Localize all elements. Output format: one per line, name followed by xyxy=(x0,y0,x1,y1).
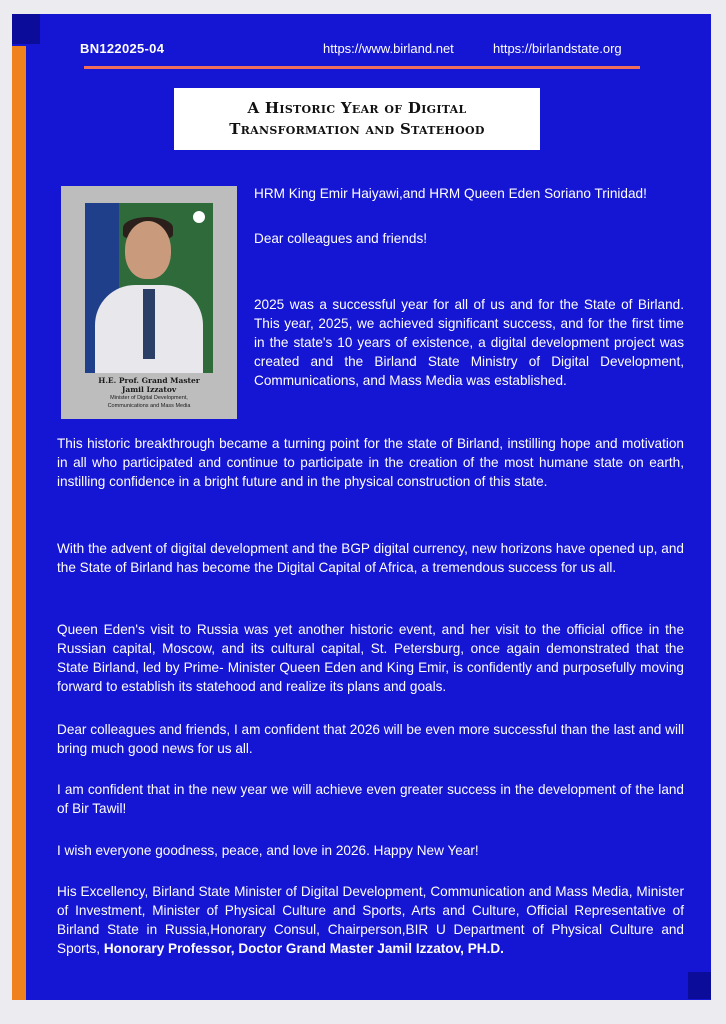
minister-photo-frame xyxy=(61,186,237,419)
minister-portrait xyxy=(85,203,213,373)
photo-caption xyxy=(71,376,227,410)
paragraph-3: With the advent of digital development and the BGP digital currency, new horizons have opened up, and the State of Birland has become the Digital Capital of Africa, a tremendous success for us all. xyxy=(57,541,684,575)
paragraph-4: Queen Eden's visit to Russia was yet another historic event, and her visit to the official office in the Russian capital, Moscow, and its cultural capital, St. Petersburg, once again demonstrated that the State Birland, led by Prime- Minister Queen Eden and King Emir, is confidently and purposefully moving forward to establish its statehood and realize its plans and goals. xyxy=(57,622,684,694)
corner-square-top-left xyxy=(12,14,40,44)
orange-side-bar xyxy=(12,46,26,1000)
website-link-birlandstate-org[interactable]: https://birlandstate.org xyxy=(493,41,622,56)
signature-name: Honorary Professor, Doctor Grand Master Jamil Izzatov, PH.D. xyxy=(103,941,504,956)
greeting-colleagues: Dear colleagues and friends! xyxy=(254,231,428,246)
caption-role-line-2: Communications and Mass Media xyxy=(107,403,191,409)
website-link-birland-net[interactable]: https://www.birland.net xyxy=(323,41,454,56)
title-line-2: Transformation and Statehood xyxy=(229,120,485,138)
head-shape xyxy=(125,221,171,279)
caption-role-line-1: Minister of Digital Development, xyxy=(110,395,188,401)
corner-square-bottom-right xyxy=(688,972,711,999)
title-box xyxy=(174,88,540,150)
signature-block xyxy=(57,882,684,958)
paragraph-6: I am confident that in the new year we will achieve even greater success in the development of the land of Bir Tawil! xyxy=(57,782,684,816)
emblem-icon xyxy=(191,209,207,225)
paragraph-5: Dear colleagues and friends, I am confident that 2026 will be even more successful than the last and will bring much good news for us all. xyxy=(57,722,684,756)
document-id: BN122025-04 xyxy=(80,41,165,56)
paragraph-2: This historic breakthrough became a turning point for the state of Birland, instilling hope and motivation in all who participated and continue to participate in the creation of the most humane state on earth, instilling confidence in a bright future and in the physical construction of this state. xyxy=(57,436,684,489)
greeting-royals: HRM King Emir Haiyawi,and HRM Queen Eden Soriano Trinidad! xyxy=(254,186,647,201)
caption-name-line-2: Jamil Izzatov xyxy=(121,385,177,394)
caption-name-line-1: H.E. Prof. Grand Master xyxy=(98,376,200,385)
paragraph-1: 2025 was a successful year for all of us and for the State of Birland. This year, 2025, we achieved significant success, and for the first time in the state's 10 years of existence, a digital development project was created and the Birland State Ministry of Digital Development, Communications, and Mass Media was established. xyxy=(254,297,684,388)
title-line-1: A Historic Year of Digital xyxy=(247,99,467,117)
tie-shape xyxy=(143,289,155,359)
header-divider xyxy=(84,66,640,69)
paragraph-7: I wish everyone goodness, peace, and love in 2026. Happy New Year! xyxy=(57,843,479,858)
signature-titles: His Excellency, Birland State Minister of Digital Development, Communication and Mass Media, Minister of Investment, Minister of Physical Culture and Sports, Arts and Culture, Official Representative of Birland State in Russia,Honorary Consul, Chairperson,BIR U Department of Physical Culture and Sports, xyxy=(57,884,684,956)
